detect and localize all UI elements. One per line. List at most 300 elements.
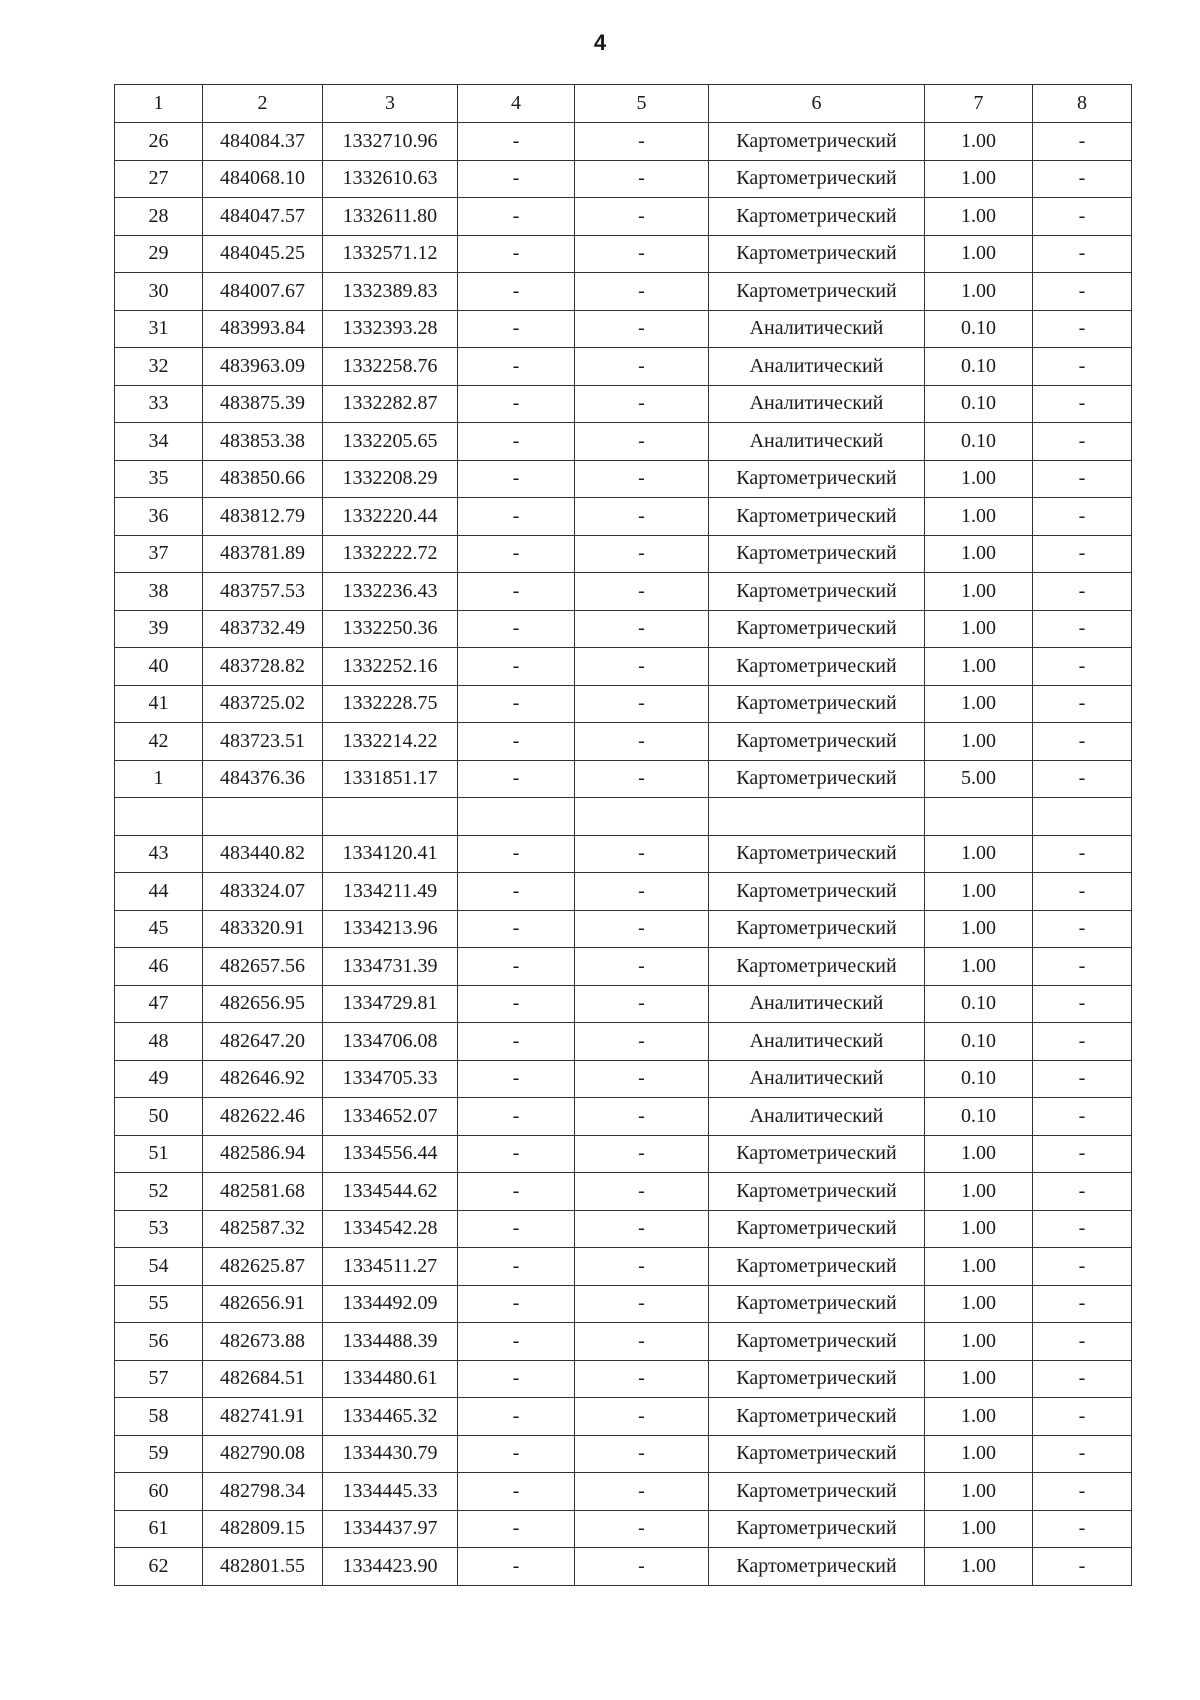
col4-cell: - [458,1060,575,1098]
point-number-cell: 49 [115,1060,203,1098]
x-coordinate-cell: 482646.92 [203,1060,323,1098]
page-number: 4 [593,30,607,55]
accuracy-cell: 1.00 [925,910,1033,948]
accuracy-cell: 1.00 [925,1323,1033,1361]
method-cell [709,798,925,836]
col5-cell: - [575,1135,709,1173]
x-coordinate-cell: 483993.84 [203,310,323,348]
col8-cell: - [1033,723,1132,761]
col8-cell: - [1033,685,1132,723]
point-number-cell: 47 [115,985,203,1023]
accuracy-cell: 0.10 [925,985,1033,1023]
col4-cell: - [458,160,575,198]
table-body [115,123,1132,1586]
col4-cell: - [458,235,575,273]
method-cell: Аналитический [709,1023,925,1061]
y-coordinate-cell: 1332611.80 [323,198,458,236]
table-row [115,1023,1132,1061]
x-coordinate-cell: 483728.82 [203,648,323,686]
y-coordinate-cell: 1332205.65 [323,423,458,461]
point-number-cell: 60 [115,1473,203,1511]
col5-cell: - [575,1173,709,1211]
point-number-cell: 38 [115,573,203,611]
method-cell: Картометрический [709,760,925,798]
col4-cell: - [458,1248,575,1286]
column-header: 4 [458,85,575,123]
method-cell: Аналитический [709,310,925,348]
col8-cell: - [1033,385,1132,423]
col8-cell: - [1033,1023,1132,1061]
table-row [115,873,1132,911]
y-coordinate-cell: 1334445.33 [323,1473,458,1511]
col8-cell: - [1033,910,1132,948]
table-row [115,948,1132,986]
col8-cell: - [1033,948,1132,986]
col5-cell: - [575,1023,709,1061]
col4-cell: - [458,910,575,948]
point-number-cell: 56 [115,1323,203,1361]
x-coordinate-cell: 484007.67 [203,273,323,311]
col5-cell: - [575,723,709,761]
col5-cell: - [575,685,709,723]
col8-cell: - [1033,1210,1132,1248]
accuracy-cell: 0.10 [925,385,1033,423]
col8-cell: - [1033,760,1132,798]
col5-cell: - [575,1098,709,1136]
col4-cell: - [458,1473,575,1511]
col8-cell: - [1033,123,1132,161]
col4-cell: - [458,348,575,386]
x-coordinate-cell: 483320.91 [203,910,323,948]
table-row [115,723,1132,761]
point-number-cell: 52 [115,1173,203,1211]
col8-cell: - [1033,1473,1132,1511]
y-coordinate-cell: 1334706.08 [323,1023,458,1061]
table-row [115,835,1132,873]
col8-cell: - [1033,573,1132,611]
method-cell: Картометрический [709,273,925,311]
accuracy-cell: 1.00 [925,1248,1033,1286]
col8-cell: - [1033,423,1132,461]
col5-cell: - [575,1548,709,1586]
method-cell: Картометрический [709,1173,925,1211]
accuracy-cell: 0.10 [925,423,1033,461]
point-number-cell: 29 [115,235,203,273]
y-coordinate-cell: 1332228.75 [323,685,458,723]
table-row [115,685,1132,723]
col4-cell: - [458,1285,575,1323]
col4-cell: - [458,198,575,236]
method-cell: Картометрический [709,685,925,723]
accuracy-cell: 1.00 [925,235,1033,273]
col8-cell: - [1033,1323,1132,1361]
point-number-cell: 55 [115,1285,203,1323]
x-coordinate-cell: 484068.10 [203,160,323,198]
accuracy-cell: 1.00 [925,1435,1033,1473]
col5-cell: - [575,198,709,236]
method-cell: Картометрический [709,573,925,611]
method-cell: Картометрический [709,235,925,273]
col4-cell: - [458,1398,575,1436]
col8-cell: - [1033,1060,1132,1098]
point-number-cell: 59 [115,1435,203,1473]
x-coordinate-cell: 482809.15 [203,1510,323,1548]
col4-cell: - [458,123,575,161]
method-cell: Картометрический [709,1210,925,1248]
y-coordinate-cell: 1332208.29 [323,460,458,498]
y-coordinate-cell: 1331851.17 [323,760,458,798]
point-number-cell: 53 [115,1210,203,1248]
header-row [115,85,1132,123]
col8-cell: - [1033,835,1132,873]
table-row [115,535,1132,573]
point-number-cell: 1 [115,760,203,798]
y-coordinate-cell: 1332250.36 [323,610,458,648]
col8-cell: - [1033,1360,1132,1398]
col5-cell: - [575,835,709,873]
col8-cell: - [1033,535,1132,573]
point-number-cell: 36 [115,498,203,536]
col4-cell: - [458,985,575,1023]
col5-cell: - [575,235,709,273]
col5-cell: - [575,948,709,986]
point-number-cell: 54 [115,1248,203,1286]
point-number-cell: 34 [115,423,203,461]
y-coordinate-cell: 1332282.87 [323,385,458,423]
accuracy-cell: 1.00 [925,273,1033,311]
y-coordinate-cell: 1332214.22 [323,723,458,761]
y-coordinate-cell: 1334213.96 [323,910,458,948]
accuracy-cell: 1.00 [925,1285,1033,1323]
method-cell: Картометрический [709,648,925,686]
col5-cell: - [575,385,709,423]
x-coordinate-cell: 482684.51 [203,1360,323,1398]
x-coordinate-cell: 483757.53 [203,573,323,611]
col4-cell: - [458,535,575,573]
method-cell: Картометрический [709,1360,925,1398]
accuracy-cell: 1.00 [925,873,1033,911]
col4-cell: - [458,310,575,348]
accuracy-cell: 0.10 [925,310,1033,348]
col8-cell [1033,798,1132,836]
accuracy-cell: 1.00 [925,460,1033,498]
col5-cell: - [575,1473,709,1511]
accuracy-cell: 1.00 [925,1398,1033,1436]
col5-cell [575,798,709,836]
col5-cell: - [575,1060,709,1098]
col4-cell: - [458,948,575,986]
col5-cell: - [575,910,709,948]
col4-cell: - [458,573,575,611]
table-row [115,1435,1132,1473]
table-row [115,348,1132,386]
method-cell: Картометрический [709,1473,925,1511]
table-row [115,1248,1132,1286]
y-coordinate-cell: 1334430.79 [323,1435,458,1473]
y-coordinate-cell: 1334437.97 [323,1510,458,1548]
point-number-cell [115,798,203,836]
col4-cell: - [458,873,575,911]
y-coordinate-cell: 1334423.90 [323,1548,458,1586]
table-row [115,910,1132,948]
x-coordinate-cell: 482741.91 [203,1398,323,1436]
accuracy-cell: 1.00 [925,948,1033,986]
table-row [115,610,1132,648]
y-coordinate-cell: 1334120.41 [323,835,458,873]
point-number-cell: 62 [115,1548,203,1586]
x-coordinate-cell: 482801.55 [203,1548,323,1586]
column-header: 1 [115,85,203,123]
y-coordinate-cell: 1332710.96 [323,123,458,161]
x-coordinate-cell: 483725.02 [203,685,323,723]
col5-cell: - [575,1435,709,1473]
y-coordinate-cell: 1332222.72 [323,535,458,573]
accuracy-cell: 1.00 [925,498,1033,536]
col5-cell: - [575,498,709,536]
point-number-cell: 30 [115,273,203,311]
table-row [115,198,1132,236]
col4-cell: - [458,1548,575,1586]
col4-cell: - [458,648,575,686]
point-number-cell: 48 [115,1023,203,1061]
col8-cell: - [1033,1398,1132,1436]
method-cell: Картометрический [709,460,925,498]
x-coordinate-cell: 482798.34 [203,1473,323,1511]
y-coordinate-cell: 1334729.81 [323,985,458,1023]
accuracy-cell: 1.00 [925,573,1033,611]
method-cell: Картометрический [709,123,925,161]
x-coordinate-cell: 483324.07 [203,873,323,911]
y-coordinate-cell: 1334488.39 [323,1323,458,1361]
col5-cell: - [575,1510,709,1548]
method-cell: Картометрический [709,535,925,573]
point-number-cell: 61 [115,1510,203,1548]
table-row [115,385,1132,423]
x-coordinate-cell: 483853.38 [203,423,323,461]
x-coordinate-cell: 482586.94 [203,1135,323,1173]
method-cell: Картометрический [709,498,925,536]
point-number-cell: 42 [115,723,203,761]
accuracy-cell: 0.10 [925,1060,1033,1098]
col4-cell: - [458,723,575,761]
column-header: 6 [709,85,925,123]
x-coordinate-cell: 483812.79 [203,498,323,536]
point-number-cell: 44 [115,873,203,911]
accuracy-cell: 1.00 [925,1473,1033,1511]
accuracy-cell: 1.00 [925,1173,1033,1211]
x-coordinate-cell [203,798,323,836]
col8-cell: - [1033,1248,1132,1286]
accuracy-cell: 1.00 [925,723,1033,761]
accuracy-cell: 0.10 [925,348,1033,386]
column-header: 7 [925,85,1033,123]
table-row [115,760,1132,798]
method-cell: Картометрический [709,160,925,198]
x-coordinate-cell: 484047.57 [203,198,323,236]
y-coordinate-cell: 1334544.62 [323,1173,458,1211]
table-row [115,573,1132,611]
accuracy-cell: 0.10 [925,1023,1033,1061]
point-number-cell: 32 [115,348,203,386]
method-cell: Картометрический [709,1548,925,1586]
table-row [115,273,1132,311]
table-row [115,1135,1132,1173]
method-cell: Картометрический [709,948,925,986]
col5-cell: - [575,1360,709,1398]
y-coordinate-cell: 1334511.27 [323,1248,458,1286]
table-row [115,160,1132,198]
x-coordinate-cell: 483781.89 [203,535,323,573]
point-number-cell: 41 [115,685,203,723]
method-cell: Аналитический [709,348,925,386]
table-row [115,985,1132,1023]
y-coordinate-cell: 1334480.61 [323,1360,458,1398]
col4-cell: - [458,1135,575,1173]
table-row [115,648,1132,686]
x-coordinate-cell: 482647.20 [203,1023,323,1061]
x-coordinate-cell: 484045.25 [203,235,323,273]
x-coordinate-cell: 482587.32 [203,1210,323,1248]
col4-cell: - [458,610,575,648]
col8-cell: - [1033,273,1132,311]
col4-cell: - [458,835,575,873]
col8-cell: - [1033,198,1132,236]
col4-cell: - [458,685,575,723]
accuracy-cell: 1.00 [925,535,1033,573]
method-cell: Картометрический [709,723,925,761]
point-number-cell: 50 [115,1098,203,1136]
x-coordinate-cell: 482656.95 [203,985,323,1023]
col4-cell: - [458,423,575,461]
point-number-cell: 35 [115,460,203,498]
col4-cell: - [458,1360,575,1398]
x-coordinate-cell: 482581.68 [203,1173,323,1211]
col5-cell: - [575,1323,709,1361]
accuracy-cell: 1.00 [925,198,1033,236]
y-coordinate-cell: 1332571.12 [323,235,458,273]
point-number-cell: 27 [115,160,203,198]
table-row [115,1548,1132,1586]
col5-cell: - [575,160,709,198]
x-coordinate-cell: 484376.36 [203,760,323,798]
point-number-cell: 33 [115,385,203,423]
col5-cell: - [575,648,709,686]
x-coordinate-cell: 482622.46 [203,1098,323,1136]
col4-cell [458,798,575,836]
table-row [115,1510,1132,1548]
col8-cell: - [1033,1548,1132,1586]
col5-cell: - [575,985,709,1023]
table-row [115,235,1132,273]
point-number-cell: 26 [115,123,203,161]
col8-cell: - [1033,1285,1132,1323]
point-number-cell: 39 [115,610,203,648]
col5-cell: - [575,1210,709,1248]
x-coordinate-cell: 483875.39 [203,385,323,423]
x-coordinate-cell: 482656.91 [203,1285,323,1323]
method-cell: Картометрический [709,1398,925,1436]
x-coordinate-cell: 484084.37 [203,123,323,161]
col5-cell: - [575,348,709,386]
col8-cell: - [1033,1098,1132,1136]
col8-cell: - [1033,460,1132,498]
method-cell: Картометрический [709,910,925,948]
table-row [115,1173,1132,1211]
accuracy-cell: 1.00 [925,160,1033,198]
column-header: 3 [323,85,458,123]
col4-cell: - [458,760,575,798]
x-coordinate-cell: 482657.56 [203,948,323,986]
method-cell: Картометрический [709,610,925,648]
col4-cell: - [458,460,575,498]
table-row [115,498,1132,536]
table-row [115,1060,1132,1098]
table-row [115,1285,1132,1323]
point-number-cell: 31 [115,310,203,348]
col4-cell: - [458,1210,575,1248]
accuracy-cell: 1.00 [925,1210,1033,1248]
point-number-cell: 37 [115,535,203,573]
table-row [115,1473,1132,1511]
col5-cell: - [575,760,709,798]
point-number-cell: 51 [115,1135,203,1173]
method-cell: Картометрический [709,835,925,873]
col8-cell: - [1033,348,1132,386]
table-row [115,123,1132,161]
col4-cell: - [458,1098,575,1136]
col8-cell: - [1033,648,1132,686]
col8-cell: - [1033,873,1132,911]
x-coordinate-cell: 482673.88 [203,1323,323,1361]
point-number-cell: 46 [115,948,203,986]
y-coordinate-cell: 1332252.16 [323,648,458,686]
method-cell: Картометрический [709,198,925,236]
y-coordinate-cell: 1332393.28 [323,310,458,348]
method-cell: Картометрический [709,1323,925,1361]
col5-cell: - [575,535,709,573]
col5-cell: - [575,1285,709,1323]
table-row [115,1323,1132,1361]
col8-cell: - [1033,1510,1132,1548]
accuracy-cell: 1.00 [925,610,1033,648]
col4-cell: - [458,273,575,311]
col8-cell: - [1033,235,1132,273]
col8-cell: - [1033,498,1132,536]
table-row [115,1098,1132,1136]
column-header: 5 [575,85,709,123]
point-number-cell: 28 [115,198,203,236]
table-row [115,1210,1132,1248]
method-cell: Аналитический [709,423,925,461]
method-cell: Аналитический [709,985,925,1023]
col8-cell: - [1033,1435,1132,1473]
y-coordinate-cell: 1334465.32 [323,1398,458,1436]
col8-cell: - [1033,160,1132,198]
y-coordinate-cell: 1332610.63 [323,160,458,198]
col5-cell: - [575,1398,709,1436]
y-coordinate-cell: 1334705.33 [323,1060,458,1098]
col8-cell: - [1033,1173,1132,1211]
y-coordinate-cell: 1332220.44 [323,498,458,536]
column-header: 8 [1033,85,1132,123]
accuracy-cell: 5.00 [925,760,1033,798]
accuracy-cell: 1.00 [925,123,1033,161]
y-coordinate-cell: 1334492.09 [323,1285,458,1323]
accuracy-cell: 1.00 [925,1510,1033,1548]
y-coordinate-cell [323,798,458,836]
accuracy-cell: 1.00 [925,1548,1033,1586]
y-coordinate-cell: 1334211.49 [323,873,458,911]
